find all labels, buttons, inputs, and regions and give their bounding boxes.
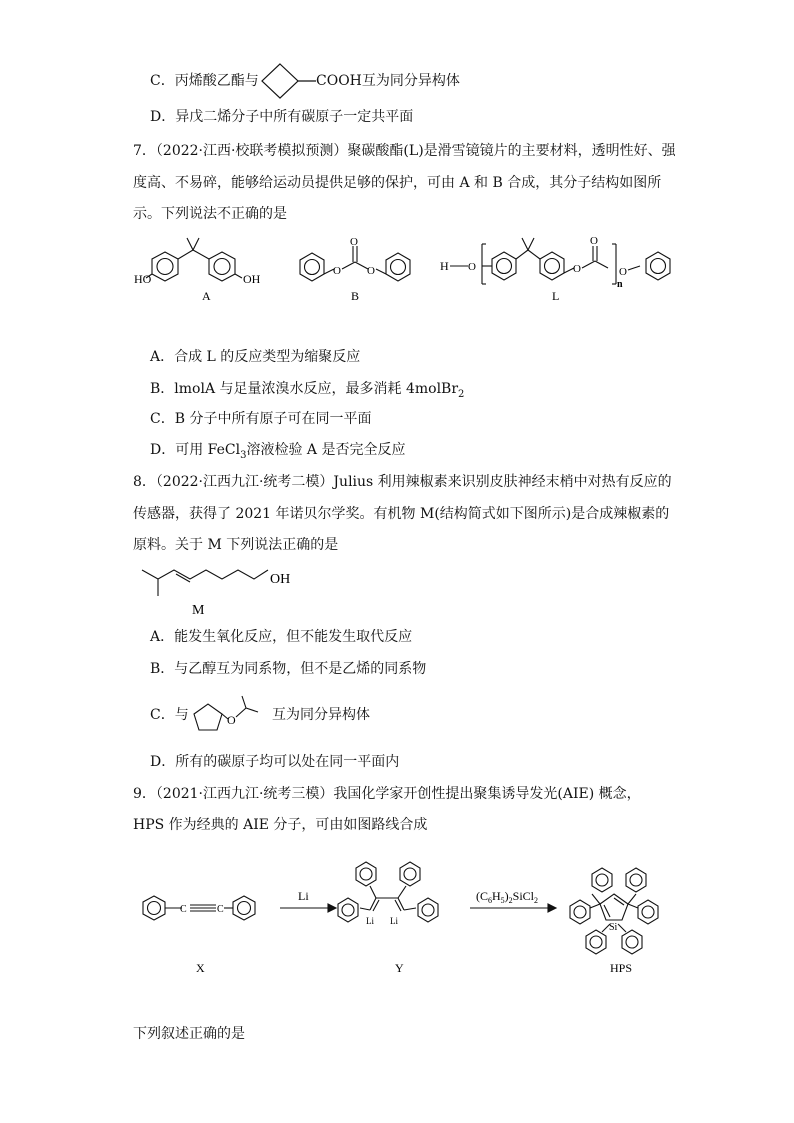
q8-option-d: D．所有的碳原子均可以处在同一平面内	[150, 754, 400, 770]
svg-text:O: O	[468, 261, 476, 273]
q7-label-b: B	[351, 289, 360, 303]
q9-x-c-right: C	[217, 904, 224, 915]
q6-option-c-tail	[316, 72, 460, 90]
q9-y-li-right: Li	[390, 916, 398, 926]
q7-stem-line2: 度高、不易碎，能够给运动员提供足够的保护，可由 A 和 B 合成，其分子结构如图所	[133, 175, 662, 191]
q6-option-c	[150, 72, 259, 90]
q8-stem-line1: 8．（2022·江西九江·统考二模）Julius 利用辣椒素来识别皮肤神经末梢中对热有反应的	[133, 474, 672, 490]
q8-label-m: M	[192, 603, 205, 618]
q8-option-b: B．与乙醇互为同系物，但不是乙烯的同系物	[150, 661, 427, 677]
q9-reagent-li: Li	[298, 889, 309, 903]
q9-footer: 下列叙述正确的是	[133, 1026, 245, 1042]
q9-stem-line1: 9．（2021·江西九江·统考三模）我国化学家开创性提出聚集诱导发光(AIE) 概念，	[133, 786, 641, 802]
q9-reagent-silane: $(C_6H_5)_2SiCl_2$	[476, 889, 539, 905]
q9-stem-line2: HPS 作为经典的 AIE 分子，可由如图路线合成	[133, 817, 428, 833]
q7-option-d	[150, 441, 406, 465]
q7-l-h-label: H	[440, 259, 449, 273]
q8-option-c: C．与	[150, 707, 189, 723]
q7-l-n-label: n	[617, 279, 623, 290]
q9-label-x: X	[196, 961, 205, 975]
q8-ether-o-label: O	[227, 713, 236, 727]
q9-label-hps: HPS	[610, 961, 633, 975]
svg-text:O: O	[367, 265, 375, 277]
q7-option-b-sub: 2	[458, 388, 465, 400]
q6-option-c-post: 互为同分异构体	[361, 73, 460, 89]
q8-m-oh-label: OH	[270, 572, 291, 587]
q7-molecule-a	[130, 228, 280, 308]
q6-option-d: D．异戊二烯分子中所有碳原子一定共平面	[150, 109, 414, 125]
svg-text:O: O	[619, 266, 627, 278]
q9-x-c-left: C	[180, 904, 187, 915]
q9-reaction-scheme	[130, 848, 690, 978]
q7-a-ho-label: HO	[134, 272, 152, 286]
q8-option-c-post: 互为同分异构体	[272, 707, 370, 723]
q8-stem-line3: 原料。关于 M 下列说法正确的是	[133, 537, 339, 553]
q7-option-d-pre: D．可用 FeCl	[150, 442, 241, 458]
q8-molecule-m	[140, 558, 310, 620]
q9-y-li-left: Li	[366, 916, 374, 926]
q7-a-oh-label: OH	[243, 272, 261, 286]
q7-option-b	[150, 380, 464, 404]
q6-cooh-label: COOH	[316, 73, 362, 89]
svg-text:O: O	[350, 236, 358, 248]
svg-text:O: O	[333, 265, 341, 277]
q7-option-c: C．B 分子中所有原子可在同一平面	[150, 411, 372, 427]
svg-text:O: O	[590, 235, 598, 247]
q8-option-a: A．能发生氧化反应，但不能发生取代反应	[150, 629, 413, 645]
q9-hps-si: Si	[609, 922, 618, 933]
q6-cyclobutane-structure	[258, 60, 318, 102]
q7-stem-line1: 7．（2022·江西·校联考模拟预测）聚碳酸酯(L)是滑雪镜镜片的主要材料，透明性好、强	[133, 143, 676, 159]
q7-stem-line3: 示。下列说法不正确的是	[133, 206, 287, 222]
q7-option-d-post: 溶液检验 A 是否完全反应	[246, 442, 406, 458]
q8-stem-line2: 传感器，获得了 2021 年诺贝尔学奖。有机物 M(结构简式如下图所示)是合成辣椒素的	[133, 506, 670, 522]
q9-label-y: Y	[395, 961, 404, 975]
q7-polymer-l	[438, 228, 688, 304]
q7-option-b-text: B．lmolA 与足量浓溴水反应，最多消耗 4molBr	[150, 381, 459, 397]
q7-option-d-sub: 3	[240, 449, 247, 461]
q7-option-a: A．合成 L 的反应类型为缩聚反应	[150, 349, 361, 365]
q6-option-c-text: C．丙烯酸乙酯与	[150, 73, 259, 89]
q7-label-a: A	[202, 289, 211, 303]
q7-label-l: L	[552, 289, 560, 303]
q8-cyclopentyl-ether	[186, 690, 266, 742]
q7-molecule-b	[296, 236, 416, 308]
svg-text:O: O	[573, 263, 581, 275]
